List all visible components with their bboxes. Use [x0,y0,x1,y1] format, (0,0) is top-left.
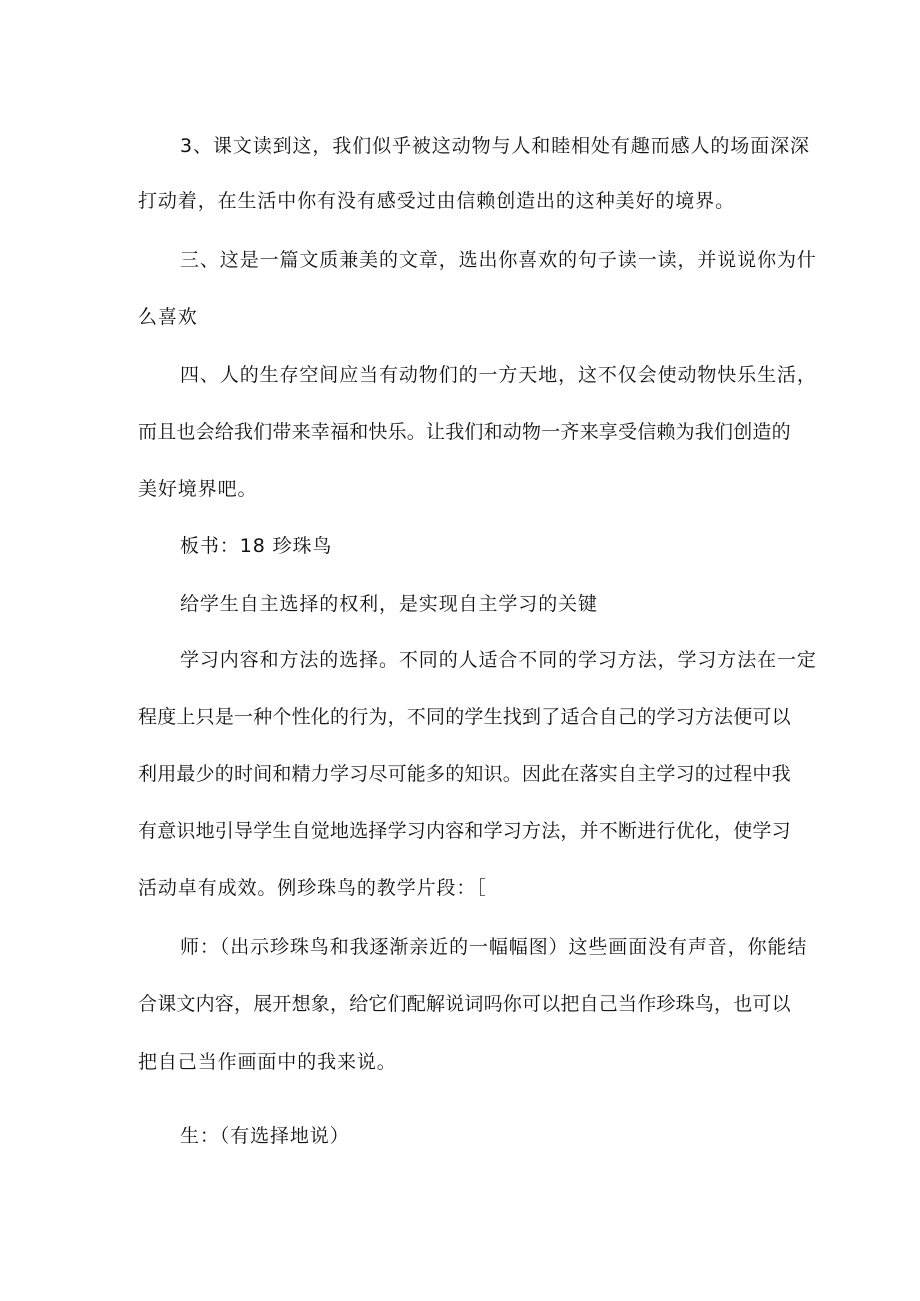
text-line: 活动卓有成效。例珍珠鸟的教学片段：［ [138,877,487,899]
text-line: 么喜欢 [138,306,198,328]
text-line: 而且也会给我们带来幸福和快乐。让我们和动物一齐来享受信赖为我们创造的 [138,421,791,443]
text-line: 生：（有选择地说） [180,1125,350,1147]
board-title: 板书：18 珍珠鸟 [180,535,333,557]
text-line: 美好境界吧。 [138,478,258,500]
section-heading: 给学生自主选择的权利，是实现自主学习的关键 [180,593,598,615]
text-line: 师：（出示珍珠鸟和我逐渐亲近的一幅幅图）这些画面没有声音，你能结 [180,936,808,958]
text-line: 三、这是一篇文质兼美的文章，选出你喜欢的句子读一读，并说说你为什 [180,249,817,271]
text-line: 四、人的生存空间应当有动物们的一方天地，这不仅会使动物快乐生活， [180,364,817,386]
text-line: 程度上只是一种个性化的行为，不同的学生找到了适合自己的学习方法便可以 [138,706,791,728]
text-line: 利用最少的时间和精力学习尽可能多的知识。因此在落实自主学习的过程中我 [138,763,791,785]
text-line: 有意识地引导学生自觉地选择学习内容和学习方法，并不断进行优化，使学习 [138,820,791,842]
text-line: 3、课文读到这，我们似乎被这动物与人和睦相处有趣而感人的场面深深 [180,135,810,157]
text-line: 学习内容和方法的选择。不同的人适合不同的学习方法，学习方法在一定 [180,649,817,671]
text-line: 把自己当作画面中的我来说。 [138,1051,397,1073]
text-line: 合课文内容，展开想象，给它们配解说词吗你可以把自己当作珍珠鸟，也可以 [138,993,791,1015]
text-line: 打动着，在生活中你有没有感受过由信赖创造出的这种美好的境界。 [138,190,736,212]
